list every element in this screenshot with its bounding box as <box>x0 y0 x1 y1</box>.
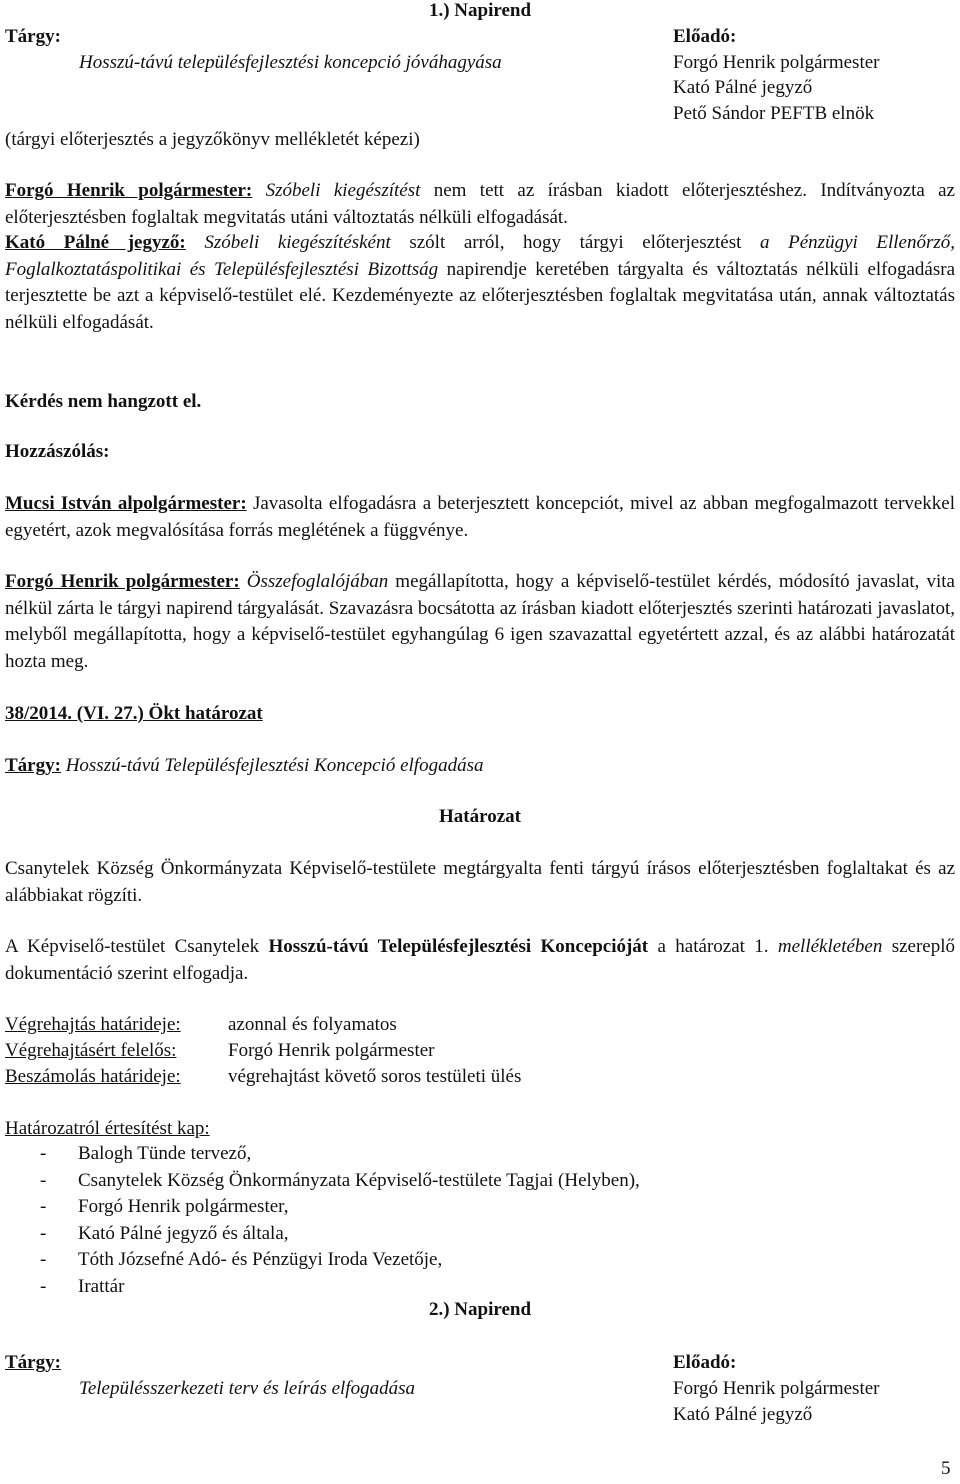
italic-phrase: Összefoglalójában <box>246 571 389 592</box>
attachment-note: (tárgyi előterjesztés a jegyzőkönyv mellékletét képezi) <box>5 129 420 150</box>
speaker-name: Forgó Henrik polgármester: <box>5 180 253 201</box>
list-item: - Balogh Tünde tervező, <box>5 1141 640 1168</box>
paragraph-text: megállapította, hogy a képviselő-testület kérdés, módosító javaslat, vita nélkül zárta le tárgyi napirend tárgyalását. Szavazásra bocsátotta az írásban kiadott előterjesztés szerinti határozati javaslatot, melyből megállapította, hogy a képviselő-testület egyhangúlag 6 igen szavazattal egyetértett azzal, és az alábbi határozatát hozta meg. <box>5 571 955 672</box>
resolution-body-1: Csanytelek Község Önkormányzata Képviselő-testülete megtárgyalta fenti tárgyú írásos előterjesztésben foglaltakat és az alábbiakat rögzíti. <box>5 858 955 906</box>
list-item: - Csanytelek Község Önkormányzata Képviselő-testülete Tagjai (Helyben), <box>5 1168 640 1195</box>
presenter-2: Kató Pálné jegyző <box>673 1404 813 1425</box>
paragraph-text: a határozat 1. <box>648 936 778 957</box>
responsible-label: Végrehajtásért felelős: <box>5 1040 177 1061</box>
list-item: - Irattár <box>5 1274 640 1301</box>
subject-label: Tárgy: <box>5 755 61 776</box>
agenda-2-subject: Településszerkezeti terv és leírás elfogadása <box>79 1378 415 1399</box>
report-value: végrehajtást követő soros testületi ülés <box>228 1066 522 1087</box>
speaker-name: Kató Pálné jegyző: <box>5 232 186 253</box>
paragraph-mayor-intro <box>5 178 955 231</box>
agenda-1-subject: Hosszú-távú településfejlesztési koncepció jóváhagyása <box>79 52 502 73</box>
paragraph-text: A Képviselő-testület Csanytelek <box>5 936 269 957</box>
comments-label: Hozzászólás: <box>5 441 110 462</box>
committee-name: a Pénzügyi Ellenőrző, Foglalkoztatáspolitikai és Településfejlesztési Bizottság <box>5 232 956 280</box>
subject-label: Tárgy: <box>5 26 61 47</box>
italic-phrase: Szóbeli kiegészítésként <box>204 232 391 253</box>
list-item: - Kató Pálné jegyző és általa, <box>5 1221 640 1248</box>
resolution-subject <box>5 753 483 779</box>
concept-name: Hosszú-távú Településfejlesztési Koncepcióját <box>268 936 649 957</box>
resolution-subject-text: Hosszú-távú Településfejlesztési Koncepció elfogadása <box>60 755 484 776</box>
list-item: - Tóth Józsefné Adó- és Pénzügyi Iroda Vezetője, <box>5 1247 640 1274</box>
agenda-2-heading: 2.) Napirend <box>428 1299 532 1320</box>
deadline-value: azonnal és folyamatos <box>228 1014 397 1035</box>
deadline-label: Végrehajtás határideje: <box>5 1014 181 1035</box>
list-item: - Forgó Henrik polgármester, <box>5 1194 640 1221</box>
speaker-name: Forgó Henrik polgármester: <box>5 571 240 592</box>
attachment-ref: mellékletében <box>777 936 883 957</box>
paragraph-mayor-summary <box>5 569 955 675</box>
resolution-title: Határozat <box>439 806 521 827</box>
paragraph-text: Javasolta elfogadásra a beterjesztett koncepciót, mivel az abban megfogalmazott tervekkel egyetért, azok megvalósítása forrás meglétének a függvénye. <box>5 493 955 541</box>
presenter-label: Előadó: <box>673 26 737 47</box>
paragraph-text: szereplő dokumentáció szerint elfogadja. <box>5 936 956 984</box>
paragraph-text: szólt arról, hogy tárgyi előterjesztést <box>390 232 761 253</box>
notify-label: Határozatról értesítést kap: <box>5 1118 210 1139</box>
presenter-3: Pető Sándor PEFTB elnök <box>673 103 875 124</box>
responsible-value: Forgó Henrik polgármester <box>228 1040 435 1061</box>
presenter-1: Forgó Henrik polgármester <box>673 52 880 73</box>
agenda-1-heading: 1.) Napirend <box>428 0 532 21</box>
presenter-1: Forgó Henrik polgármester <box>673 1378 880 1399</box>
paragraph-text: napirendje keretében tárgyalta és változtatás nélküli elfogadásra terjesztette be azt a képviselő-testület elé. Kezdeményezte az előterjesztésben foglaltak megvitatása után, annak változtatás nélküli elfogadását. <box>5 258 955 333</box>
presenter-label: Előadó: <box>673 1352 737 1373</box>
page-number: 5 <box>941 1458 951 1479</box>
paragraph-text: nem tett az írásban kiadott előterjesztéshez. Indítványozta az előterjesztésben foglaltak megvitatás utáni változtatás nélküli elfogadását. <box>5 180 955 228</box>
paragraph-deputy-mayor <box>5 491 955 544</box>
paragraph-notary <box>5 230 955 336</box>
notify-list <box>5 1141 640 1300</box>
resolution-number: 38/2014. (VI. 27.) Ökt határozat <box>5 703 263 724</box>
speaker-name: Mucsi István alpolgármester: <box>5 493 247 514</box>
no-question-note: Kérdés nem hangzott el. <box>5 391 202 412</box>
subject-label: Tárgy: <box>5 1352 61 1373</box>
resolution-body-2 <box>5 934 955 987</box>
presenter-2: Kató Pálné jegyző <box>673 77 813 98</box>
report-label: Beszámolás határideje: <box>5 1066 181 1087</box>
italic-phrase: Szóbeli kiegészítést <box>265 180 421 201</box>
